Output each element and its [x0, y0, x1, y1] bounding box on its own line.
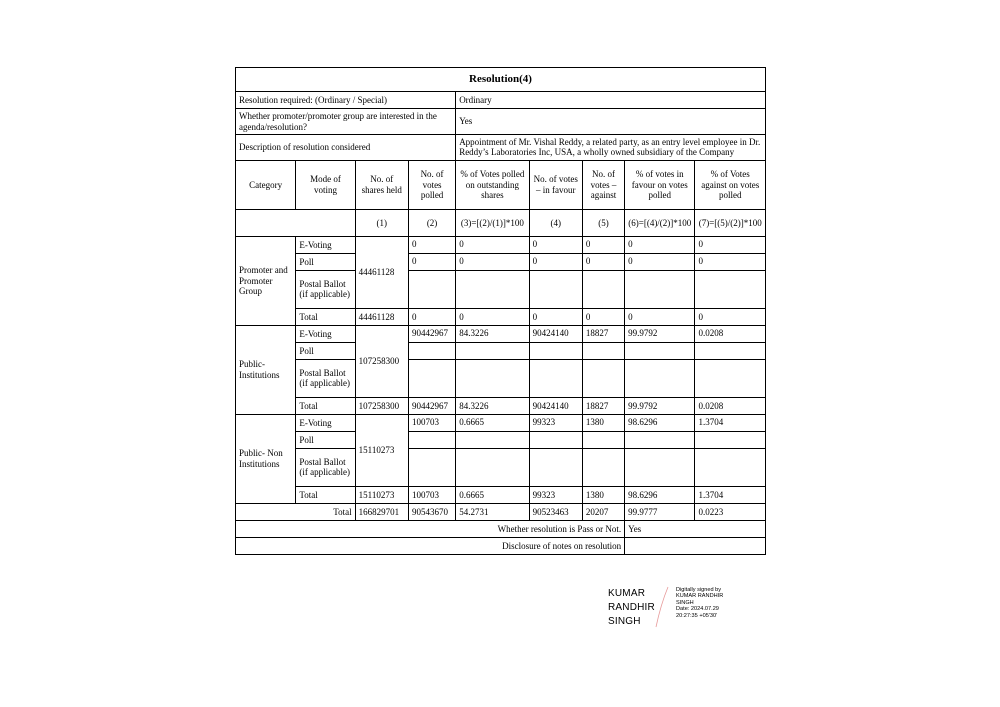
disclosure-row [236, 537, 766, 554]
shares-held: 107258300 [355, 325, 408, 397]
mode-label: E-Voting [296, 414, 355, 431]
value-cell [456, 270, 529, 308]
value-cell: 99323 [529, 414, 582, 431]
value-cell [582, 431, 624, 448]
value-cell [695, 270, 766, 308]
mode-label: E-Voting [296, 325, 355, 342]
value-cell: 1380 [582, 414, 624, 431]
mode-label: Total [296, 397, 355, 414]
shares-held: 44461128 [355, 236, 408, 308]
value-cell [456, 431, 529, 448]
value-cell [456, 448, 529, 486]
formula-cell: (3)=[(2)/(1)]*100 [456, 209, 529, 236]
total-cell: 15110273 [355, 486, 408, 503]
value-cell: 0 [408, 253, 455, 270]
mode-label: Postal Ballot (if applicable) [296, 448, 355, 486]
description-value: Appointment of Mr. Vishal Reddy, a related party, as an entry level employee in Dr. Reddy’s Laboratories Inc, USA, a wholly owned subsidiary of the Company [456, 135, 766, 161]
value-cell [408, 448, 455, 486]
category-label: Promoter and Promoter Group [236, 236, 296, 325]
value-cell: 0 [529, 236, 582, 253]
value-cell [582, 342, 624, 359]
value-cell [695, 359, 766, 397]
mode-label: E-Voting [296, 236, 355, 253]
value-cell: 0.0208 [695, 325, 766, 342]
shares-held: 15110273 [355, 414, 408, 486]
grand-total-cell: 54.2731 [456, 503, 529, 520]
table-row [236, 342, 766, 359]
value-cell: 0 [695, 253, 766, 270]
column-header: No. of votes polled [408, 160, 455, 209]
grand-total-cell: 166829701 [355, 503, 408, 520]
table-row [236, 486, 766, 503]
value-cell [529, 359, 582, 397]
value-cell [408, 359, 455, 397]
value-cell [625, 431, 695, 448]
resolution-required-label: Resolution required: (Ordinary / Special) [236, 92, 456, 109]
formula-cell: (5) [582, 209, 624, 236]
table-row [236, 308, 766, 325]
table-row [236, 397, 766, 414]
formula-cell: (4) [529, 209, 582, 236]
signature-details: Digitally signed by KUMAR RANDHIR SINGH Date: 2024.07.29 20:27:35 +05'30' [676, 587, 724, 619]
value-cell: 0 [582, 253, 624, 270]
value-cell [695, 448, 766, 486]
promoter-interest-value: Yes [456, 109, 766, 135]
grand-total-cell: 0.0223 [695, 503, 766, 520]
table-row [236, 325, 766, 342]
value-cell [408, 431, 455, 448]
value-cell: 0 [625, 236, 695, 253]
value-cell [529, 448, 582, 486]
column-header: Mode of voting [296, 160, 355, 209]
total-cell: 100703 [408, 486, 455, 503]
value-cell [582, 270, 624, 308]
resolution-table [235, 67, 766, 555]
column-header: % of votes in favour on votes polled [625, 160, 695, 209]
grand-total-cell: 99.9777 [625, 503, 695, 520]
value-cell [695, 342, 766, 359]
table-row [236, 253, 766, 270]
total-cell: 99323 [529, 486, 582, 503]
mode-label: Total [296, 486, 355, 503]
total-cell: 0 [582, 308, 624, 325]
formula-cell: (6)=[(4)/(2)]*100 [625, 209, 695, 236]
column-header: No. of shares held [355, 160, 408, 209]
total-cell: 107258300 [355, 397, 408, 414]
total-cell: 0 [529, 308, 582, 325]
value-cell [529, 342, 582, 359]
column-header: % of Votes against on votes polled [695, 160, 766, 209]
grand-total-cell: 20207 [582, 503, 624, 520]
value-cell: 90424140 [529, 325, 582, 342]
value-cell [456, 342, 529, 359]
grand-total-cell: 90543670 [408, 503, 455, 520]
value-cell [625, 342, 695, 359]
digital-signature [608, 585, 768, 630]
signer-name: KUMAR RANDHIR SINGH [608, 588, 655, 627]
total-cell: 90442967 [408, 397, 455, 414]
table-row [236, 359, 766, 397]
header-row [236, 160, 766, 209]
total-cell: 0 [625, 308, 695, 325]
column-header: Category [236, 160, 296, 209]
grand-total-cell: 90523463 [529, 503, 582, 520]
value-cell [456, 359, 529, 397]
value-cell: 0 [529, 253, 582, 270]
value-cell: 0 [456, 253, 529, 270]
disclosure-value [625, 537, 766, 554]
total-cell: 0 [408, 308, 455, 325]
value-cell: 0 [582, 236, 624, 253]
value-cell: 98.6296 [625, 414, 695, 431]
total-cell: 1.3704 [695, 486, 766, 503]
value-cell: 18827 [582, 325, 624, 342]
mode-label: Postal Ballot (if applicable) [296, 270, 355, 308]
value-cell: 99.9792 [625, 325, 695, 342]
table-row [236, 448, 766, 486]
value-cell: 84.3226 [456, 325, 529, 342]
total-cell: 98.6296 [625, 486, 695, 503]
formula-row [236, 209, 766, 236]
total-cell: 0.0208 [695, 397, 766, 414]
promoter-interest-label: Whether promoter/promoter group are interested in the agenda/resolution? [236, 109, 456, 135]
pass-row [236, 520, 766, 537]
category-label: Public- Institutions [236, 325, 296, 414]
resolution-title: Resolution(4) [236, 68, 766, 92]
value-cell [625, 359, 695, 397]
value-cell [582, 359, 624, 397]
value-cell: 1.3704 [695, 414, 766, 431]
value-cell: 90442967 [408, 325, 455, 342]
mode-label: Total [296, 308, 355, 325]
info-row [236, 92, 766, 109]
value-cell [582, 448, 624, 486]
value-cell: 0.6665 [456, 414, 529, 431]
value-cell [529, 431, 582, 448]
mode-label: Poll [296, 253, 355, 270]
disclosure-label: Disclosure of notes on resolution [236, 537, 625, 554]
total-cell: 44461128 [355, 308, 408, 325]
grand-total-row [236, 503, 766, 520]
pass-label: Whether resolution is Pass or Not. [236, 520, 625, 537]
formula-blank [236, 209, 356, 236]
value-cell [625, 448, 695, 486]
pass-value: Yes [625, 520, 766, 537]
mode-label: Poll [296, 431, 355, 448]
total-cell: 0 [695, 308, 766, 325]
signature-stroke-icon [654, 585, 674, 629]
grand-total-label: Total [236, 503, 356, 520]
mode-label: Poll [296, 342, 355, 359]
total-cell: 18827 [582, 397, 624, 414]
value-cell: 0 [625, 253, 695, 270]
info-row [236, 135, 766, 161]
total-cell: 0 [456, 308, 529, 325]
value-cell: 0 [456, 236, 529, 253]
formula-cell: (2) [408, 209, 455, 236]
total-cell: 1380 [582, 486, 624, 503]
total-cell: 0.6665 [456, 486, 529, 503]
column-header: No. of votes – in favour [529, 160, 582, 209]
total-cell: 99.9792 [625, 397, 695, 414]
table-row [236, 236, 766, 253]
value-cell [408, 270, 455, 308]
value-cell [408, 342, 455, 359]
table-row [236, 270, 766, 308]
resolution-required-value: Ordinary [456, 92, 766, 109]
formula-cell: (1) [355, 209, 408, 236]
value-cell: 100703 [408, 414, 455, 431]
value-cell: 0 [408, 236, 455, 253]
mode-label: Postal Ballot (if applicable) [296, 359, 355, 397]
category-label: Public- Non Institutions [236, 414, 296, 503]
info-row [236, 109, 766, 135]
column-header: % of Votes polled on outstanding shares [456, 160, 529, 209]
description-label: Description of resolution considered [236, 135, 456, 161]
column-header: No. of votes – against [582, 160, 624, 209]
formula-cell: (7)=[(5)/(2)]*100 [695, 209, 766, 236]
value-cell: 0 [695, 236, 766, 253]
title-row [236, 68, 766, 92]
value-cell [529, 270, 582, 308]
table-row [236, 431, 766, 448]
total-cell: 90424140 [529, 397, 582, 414]
value-cell [695, 431, 766, 448]
total-cell: 84.3226 [456, 397, 529, 414]
table-row [236, 414, 766, 431]
value-cell [625, 270, 695, 308]
